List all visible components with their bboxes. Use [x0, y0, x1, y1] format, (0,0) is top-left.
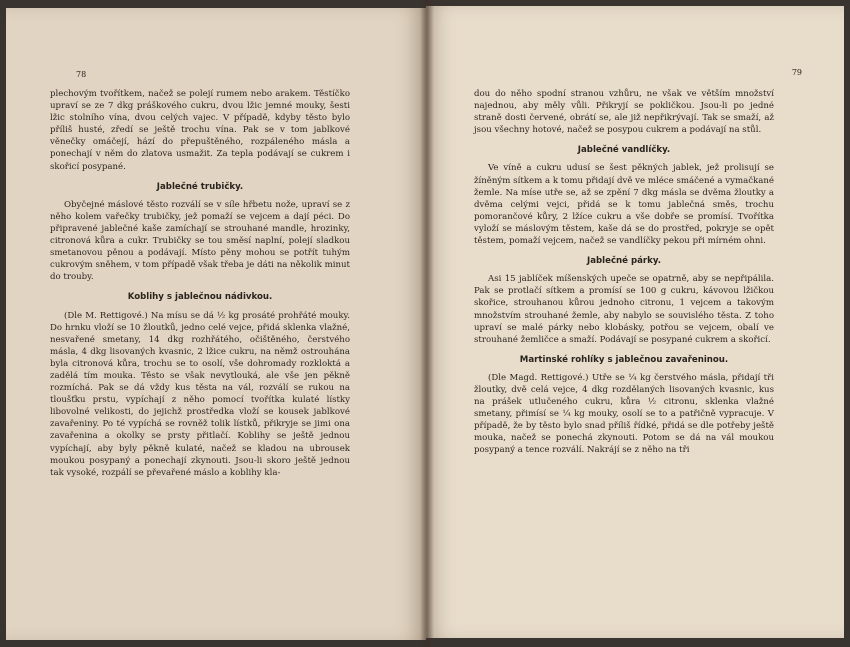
right-page — [426, 6, 844, 638]
left-page — [6, 8, 426, 640]
section-heading: Koblihy s jablečnou nádivkou. — [127, 292, 273, 303]
book-gutter — [420, 0, 434, 647]
paragraph: (Dle Magd. Rettigové.) Utře se ¼ kg čerstvého másla, přidají tři žloutky, dvě celá vejce, 4 dkg rozdělaných lisovaných kvasnic, kus na prášek utlučeného cukru, kůra ½ citronu, sklenka vlažné smetany, přimísí se ¼ kg mouky, osolí se to a patřičně vypracuje. V případě, že by těsto bylo snad příliš řídké, přidá se dle potřeby ještě mouka, načež se ponechá zkynouti. Potom se dá na vál moukou posypaný a tence rozválí. Nakrájí se z něho na tři — [474, 372, 774, 456]
paragraph: (Dle M. Rettigové.) Na mísu se dá ½ kg prosáté prohřáté mouky. Do hrnku vloží se 10 žloutků, jedno celé vejce, přidá sklenka vlažné, nesvařené smetany, 14 dkg rozhřátého, očištěného, čerstvého másla, 4 dkg lisovaných kvasnic, 2 lžice cukru, na němž ostrouhána byla citronová kůra, trochu se to osolí, vše dohromady rozkloktá a zadělá tím mouka. Těsto se však nevytlouká, ale vše jen pěkně rozmíchá. Pak se dá vždy kus těsta na vál, rozválí se rukou na tloušťku prstu, vypíchají z něho pomocí tvořítka kulaté lístky libovolné velikosti, do jejichž prostředka vloží se kousek jablkové zavařeniny. Po té vypíchá se rovněž tolik lístků, přikryje se jimi ona zavařenina a okolky se prsty přitlačí. Koblihy se ještě jednou vypíchají, aby byly pěkně kulaté, načež se kladou na ubrousek moukou posypaný a ponechají zkynouti. Jsou-li skoro ještě jednou tak vysoké, rozpálí se převařené máslo a koblihy kla- — [50, 310, 350, 478]
paragraph: dou do něho spodní stranou vzhůru, ne však ve větším množství najednou, aby měly vůli. Přikryjí se pokličkou. Jsou-li po jedné straně dosti červené, obrátí se, ale již nepřikrývají. Tak se smaží, až jsou všechny hotové, načež se posypou cukrem a podávají na stůl. — [474, 89, 774, 136]
page-number: 79 — [791, 68, 802, 77]
text-column — [50, 88, 350, 479]
section-heading: Jablečné párky. — [587, 256, 661, 267]
page-number: 78 — [76, 70, 87, 79]
paragraph: plechovým tvořítkem, načež se polejí rumem nebo arakem. Těstíčko upraví se ze 7 dkg práškového cukru, dvou lžic jemné mouky, šesti lžic stolního vína, dvou celých vajec. V případě, kdyby těsto bylo příliš husté, zředí se ještě trochu vína. Pak se v tom jablkové věnečky omáčejí, hází do přepuštěného, rozpáleného másla a ponechají v něm do zlatova usmažit. Za tepla podávají se cukrem i skořicí posypané. — [50, 89, 350, 172]
paragraph: Obyčejné máslové těsto rozválí se v síle hřbetu nože, upraví se z něho kolem vařečky trubičky, jež pomaží se vejcem a dají péci. Do připravené jablečné kaše zamíchají se strouhané mandle, hrozinky, citronová kůra a cukr. Trubičky se tou směsí naplní, polejí sladkou smetanovou pěnou a podávají. Místo pěny mohou se potřít tuhým cukrovým sněhem, v tom případě však třeba je dáti na několik minut do trouby. — [50, 199, 350, 283]
section-heading: Jablečné trubičky. — [156, 181, 244, 192]
text-column — [474, 88, 774, 457]
paragraph: Ve víně a cukru udusí se šest pěkných jablek, jež prolisují se žíněným sítkem a k tomu přidají dvě ve mléce smáčené a vymačkané žemle. Na míse utře se, až se zpění 7 dkg másla se dvěma žloutky a dvěma celými vejci, přidá se k tomu jablečná směs, trochu pomorančové kůry, 2 lžíce cukru a vše dobře se promísí. Tvořítka vyloží se máslovým těstem, kaše dá se do prostřed, pokryje se opět těstem, pomaží vejcem, načež se vandlíčky pekou při mírném ohni. — [474, 163, 774, 247]
section-heading: Martinské rohlíky s jablečnou zavařeninou. — [519, 354, 729, 365]
section-heading: Jablečné vandlíčky. — [577, 145, 671, 156]
paragraph: Asi 15 jablíček míšenských upeče se opatrně, aby se nepřipálila. Pak se protlačí sítkem a promísí se 100 g cukru, kávovou lžičkou skořice, strouhanou kůrou jednoho citronu, 1 vejcem a takovým množstvím strouhané žemle, aby nabylo se souvislého těsta. Z toho upraví se malé párky nebo klobásky, potřou se vejcem, obalí ve strouhané žemličce a smaží. Podávají se posypané cukrem a skořicí. — [474, 274, 774, 345]
